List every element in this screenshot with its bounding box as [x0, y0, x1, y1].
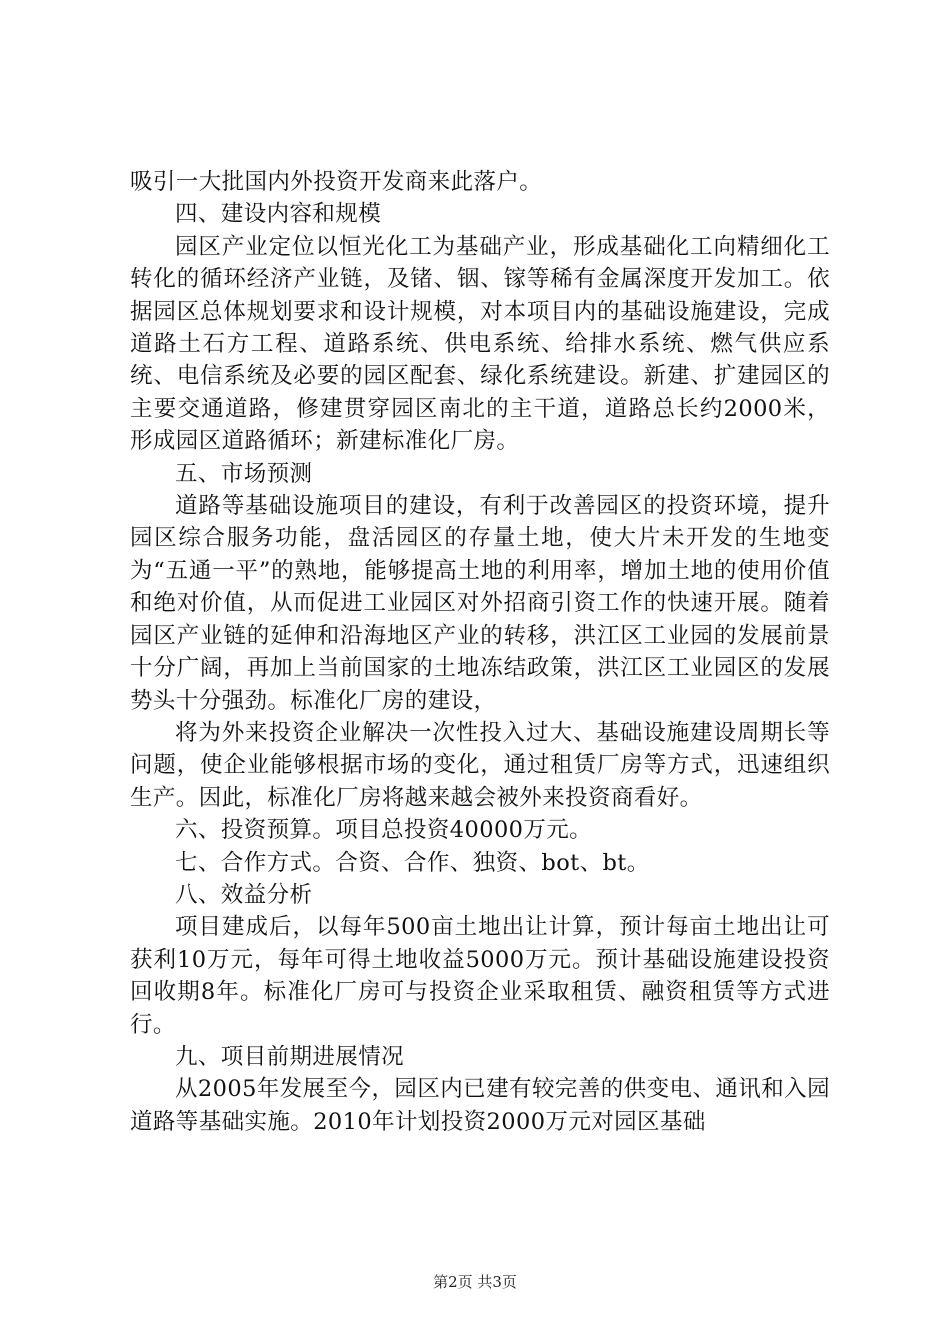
paragraph-benefit: 项目建成后，以每年500亩土地出让计算，预计每亩土地出让可获利10万元，每年可得土地收益5000万元。预计基础设施建设投资回收期8年。标准化厂房可与投资企业采取租赁、融资租赁等方式进行。 [130, 914, 830, 1038]
paragraph-market: 道路等基础设施项目的建设，有利于改善园区的投资环境，提升园区综合服务功能，盘活园区的存量土地，使大片未开发的生地变为“五通一平”的熟地，能够提高土地的利用率，增加土地的使用价值和绝对价值，从而促进工业园区对外招商引资工作的快速开展。随着园区产业链的延伸和沿海地区产业的转移，洪江区工业园的发展前景十分广阔，再加上当前国家的土地冻结政策，洪江区工业园区的发展势头十分强劲。标准化厂房的建设， [130, 493, 830, 714]
paragraph-progress: 从2005年发展至今，园区内已建有较完善的供变电、通讯和入园道路等基础实施。2010年计划投资2000万元对园区基础 [130, 1076, 830, 1135]
paragraph-market-continued: 将为外来投资企业解决一次性投入过大、基础设施建设周期长等问题，使企业能够根据市场的变化，通过租赁厂房等方式，迅速组织生产。因此，标准化厂房将越来越会被外来投资商看好。 [130, 719, 830, 811]
section-heading-progress: 九、项目前期进展情况 [175, 1043, 405, 1070]
section-heading-benefit: 八、效益分析 [175, 881, 313, 908]
section-heading-market: 五、市场预测 [175, 460, 313, 487]
paragraph-continuation: 吸引一大批国内外投资开发商来此落户。 [130, 169, 543, 195]
paragraph-construction: 园区产业定位以恒光化工为基础产业，形成基础化工向精细化工转化的循环经济产业链，及锗、铟、镓等稀有金属深度开发加工。依据园区总体规划要求和设计规模，对本项目内的基础设施建设，完成道路土石方工程、道路系统、供电系统、给排水系统、燃气供应系统、电信系统及必要的园区配套、绿化系统建设。新建、扩建园区的主要交通道路，修建贯穿园区南北的主干道，道路总长约2000米，形成园区道路循环；新建标准化厂房。 [130, 233, 830, 455]
document-body [130, 166, 830, 1138]
section-heading-budget: 六、投资预算。项目总投资40000万元。 [175, 817, 593, 844]
section-heading-cooperation: 七、合作方式。合资、合作、独资、bot、bt。 [175, 849, 650, 876]
page-number-footer: 第2页 共3页 [433, 1273, 517, 1291]
section-heading-construction: 四、建设内容和规模 [175, 201, 382, 228]
